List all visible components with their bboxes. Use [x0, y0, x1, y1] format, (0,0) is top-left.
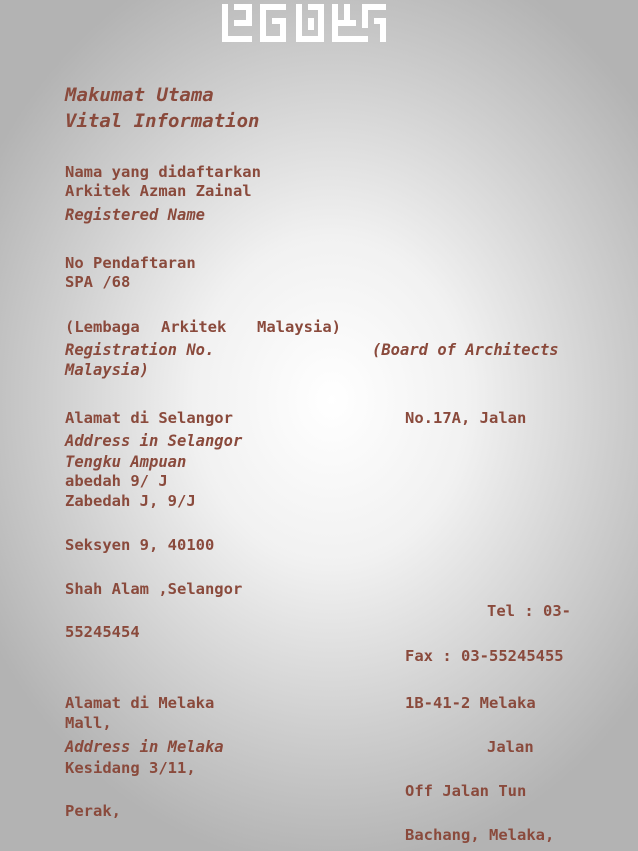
- selangor-tel: Tel : 03-: [487, 602, 571, 620]
- selangor-line-abedah: abedah 9/ J: [65, 472, 168, 490]
- board-malay-word-2: Arkitek: [161, 318, 227, 336]
- selangor-line-seksyen: Seksyen 9, 40100: [65, 536, 215, 554]
- selangor-tel-cont: 55245454: [65, 623, 140, 641]
- melaka-line-kesidang: Kesidang 3/11,: [65, 759, 196, 777]
- registration-value: SPA /68: [65, 273, 131, 291]
- registration-label-malay: No Pendaftaran: [65, 254, 196, 272]
- selangor-label-english: Address in Selangor: [65, 432, 243, 450]
- board-english-line-2: Malaysia): [65, 361, 149, 379]
- heading-english: Vital Information: [65, 110, 260, 132]
- melaka-address-start: 1B-41-2 Melaka: [405, 694, 536, 712]
- melaka-label-english: Address in Melaka: [65, 738, 224, 756]
- registered-name-label-english: Registered Name: [65, 206, 205, 224]
- board-malay-word-1: (Lembaga: [65, 318, 140, 336]
- heading-malay: Makumat Utama: [65, 84, 214, 106]
- registered-name-label-malay: Nama yang didaftarkan: [65, 163, 261, 181]
- melaka-line-bachang: Bachang, Melaka,: [405, 826, 555, 844]
- melaka-off-jalan: Off Jalan Tun: [405, 782, 527, 800]
- board-malay-word-3: Malaysia): [257, 318, 341, 336]
- melaka-label-malay: Alamat di Melaka: [65, 694, 215, 712]
- registered-name-value: Arkitek Azman Zainal: [65, 182, 252, 200]
- selangor-line-tengku: Tengku Ampuan: [65, 453, 187, 471]
- selangor-label-malay: Alamat di Selangor: [65, 409, 233, 427]
- selangor-fax: Fax : 03-55245455: [405, 647, 564, 665]
- melaka-line-mall: Mall,: [65, 714, 112, 732]
- melaka-jalan: Jalan: [487, 738, 534, 756]
- selangor-line-city: Shah Alam ,Selangor: [65, 580, 243, 598]
- kufic-logo: [220, 0, 390, 45]
- selangor-line-zabedah: Zabedah J, 9/J: [65, 492, 196, 510]
- melaka-line-perak: Perak,: [65, 802, 121, 820]
- board-english-line-1: (Board of Architects: [372, 341, 559, 359]
- selangor-address-start: No.17A, Jalan: [405, 409, 527, 427]
- registration-label-english: Registration No.: [65, 341, 215, 359]
